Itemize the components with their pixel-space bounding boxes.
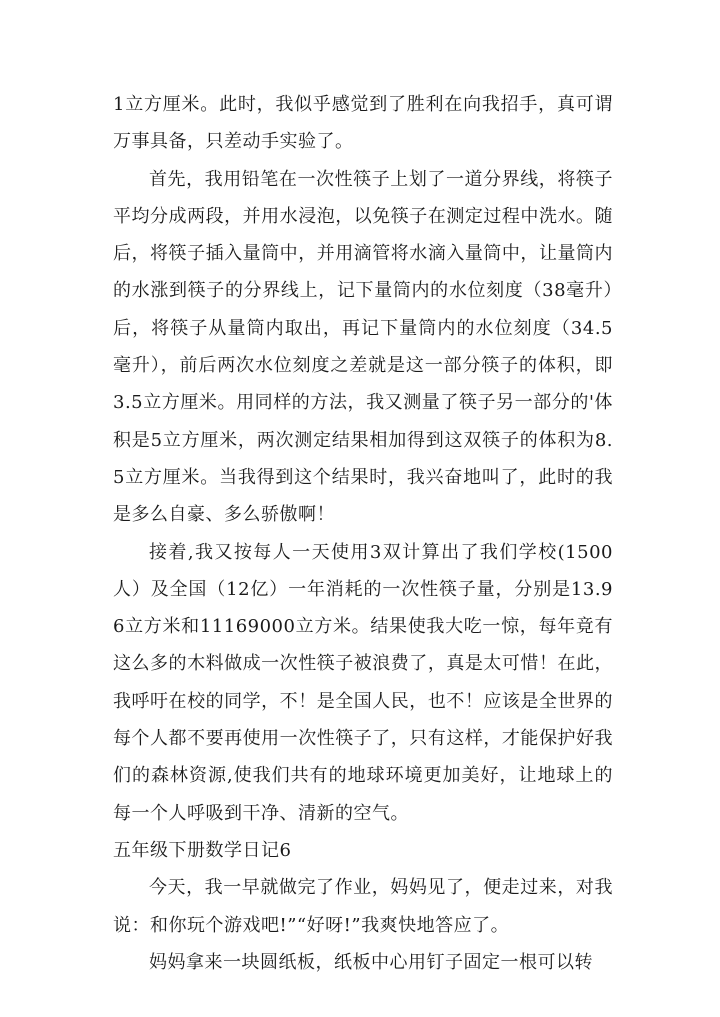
paragraph-1: 1立方厘米。此时，我似乎感觉到了胜利在向我招手，真可谓万事具备，只差动手实验了。 xyxy=(113,94,613,153)
document-body xyxy=(113,86,613,981)
section-heading: 五年级下册数学日记6 xyxy=(113,839,292,861)
paragraph-5: 妈妈拿来一块圆纸板，纸板中心用钉子固定一根可以转 xyxy=(149,951,593,973)
paragraph-4: 今天，我一早就做完了作业，妈妈见了，便走过来，对我说：和你玩个游戏吧!”“好呀!”我爽快地答应了。 xyxy=(113,877,613,936)
paragraph-3: 接着,我又按每人一天使用3双计算出了我们学校(1500人）及全国（12亿）一年消耗的一次性筷子量，分别是13.96立方米和11169000立方米。结果使我大吃一惊，每年竟有这么多的木料做成一次性筷子被浪费了，真是太可惜！在此，我呼吁在校的同学，不！是全国人民，也不！应该是全世界的每个人都不要再使用一次性筷子了，只有这样，才能保护好我们的森林资源,使我们共有的地球环境更加美好，让地球上的每一个人呼吸到干净、清新的空气。 xyxy=(113,541,613,824)
paragraph-2: 首先，我用铅笔在一次性筷子上划了一道分界线，将筷子平均分成两段，并用水浸泡，以免筷子在测定过程中洗水。随后，将筷子插入量筒中，并用滴管将水滴入量筒中，让量筒内的水涨到筷子的分界线上，记下量筒内的水位刻度（38毫升）后，将筷子从量筒内取出，再记下量筒内的水位刻度（34.5毫升），前后两次水位刻度之差就是这一部分筷子的体积，即3.5立方厘米。用同样的方法，我又测量了筷子另一部分的'体积是5立方厘米，两次测定结果相加得到这双筷子的体积为8.5立方厘米。当我得到这个结果时，我兴奋地叫了，此时的我是多么自豪、多么骄傲啊！ xyxy=(113,168,613,526)
